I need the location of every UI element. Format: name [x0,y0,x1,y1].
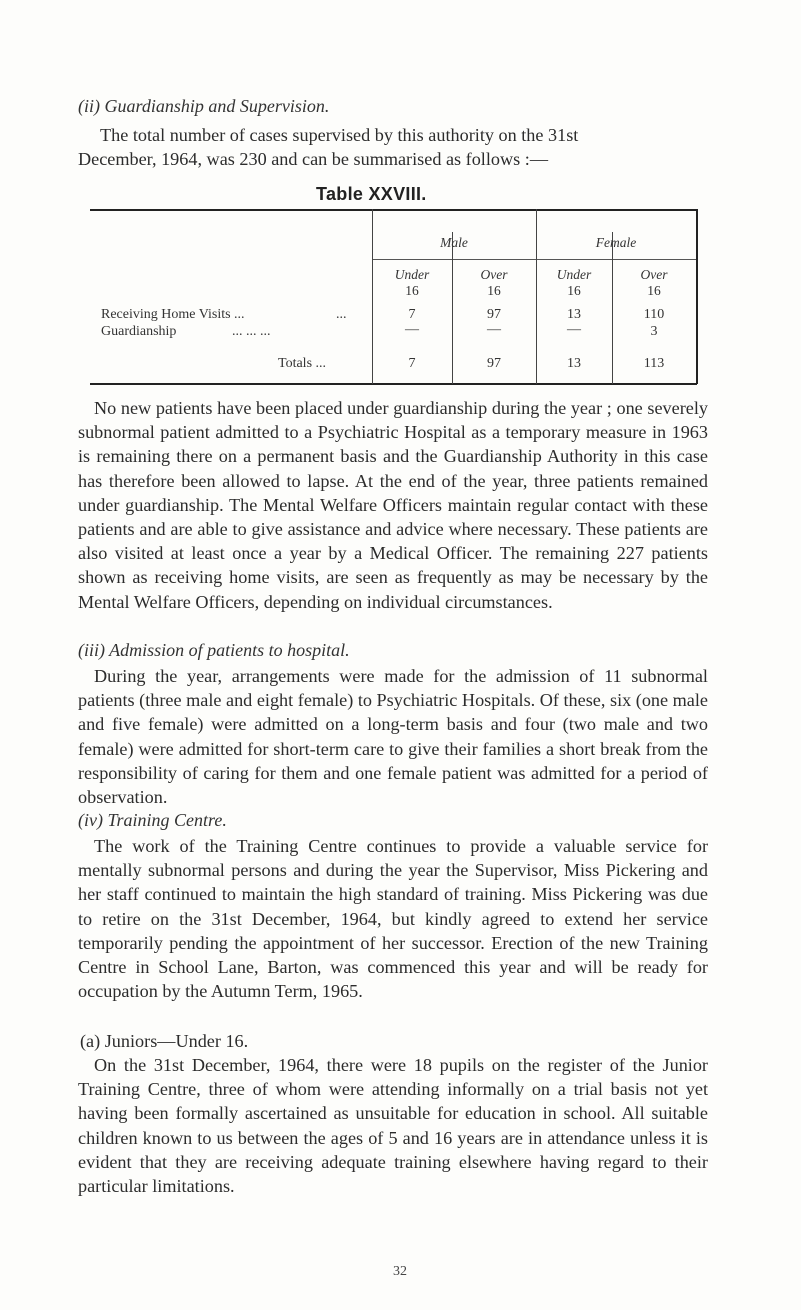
table-cell: 3 [650,324,658,339]
row-dots: ... ... ... [232,324,271,339]
section-iv-paragraph: The work of the Training Centre continues to provide a valuable service for mentally subnormal persons and during the year the Supervisor, Miss Pickering and her staff continued to maintain the high standard of training. Miss Pickering was due to retire on the 31st December, 1964, but kindly agreed to extend her service temporarily pending the appointment of her successor. Erection of the new Training Centre in School Lane, Barton, was commenced this year and will be ready for occupation by the Autumn Term, 1965. [78,836,708,1002]
totals-cell: 113 [643,356,665,371]
intro-line-2: December, 1964, was 230 and can be summarised as follows :— [78,149,549,169]
section-iii-heading: (iii) Admission of patients to hospital. [78,640,350,660]
summary-table [0,0,801,400]
col-header-line: 16 [567,283,581,298]
table-right-rule [696,209,698,384]
col-header-male-under [372,267,452,299]
juniors-paragraph: On the 31st December, 1964, there were 18 pupils on the register of the Junior Training Centre, three of whom were attending informally on a trial basis not yet having been formally ascertained as unsuitable for education in school. All suitable children known to us between the ages of 5 and 16 years are in attendance unless it is evident that they are receiving adequate training elsewhere having regard to their particular limitations. [78,1055,708,1197]
totals-cell: 13 [567,356,581,371]
totals-cell: 97 [487,356,501,371]
intro-line-1: The total number of cases supervised by this authority on the 31st [100,125,579,145]
col-header-male-over [452,267,536,299]
table-top-rule [90,209,697,211]
group-female: Female [595,235,637,250]
table-cell: — [405,322,419,337]
col-header-line: Over [480,267,508,282]
col-header-line: 16 [487,283,501,298]
totals-cell: 7 [408,356,416,371]
row-dots: ... [336,307,347,322]
row-label-home-visits: Receiving Home Visits ... [101,307,245,322]
col-header-line: Under [394,267,430,282]
col-header-line: 16 [647,283,661,298]
table-bottom-rule [90,383,697,385]
section-ii-heading: (ii) Guardianship and Supervision. [78,96,330,116]
col-header-line: Under [556,267,592,282]
col-header-female-over [612,267,696,299]
table-cell: 7 [408,307,416,322]
table-cell: — [487,322,501,337]
col-header-line: Over [640,267,668,282]
col-header-line: 16 [405,283,419,298]
section-iv-heading: (iv) Training Centre. [78,810,227,830]
table-cell: — [567,322,581,337]
group-male: Male [440,235,468,250]
guardianship-paragraph: No new patients have been placed under guardianship during the year ; one severely subnormal patient admitted to a Psychiatric Hospital as a temporary measure in 1963 is remaining there on a permanent basis and the Guardianship Authority in this case has therefore been allowed to lapse. At the end of the year, three patients remained under guardianship. The Mental Welfare Officers maintain regular contact with these patients and are able to give assistance and advice where necessary. These patients are also visited at least once a year by a Medical Officer. The remaining 227 patients shown as receiving home visits, are seen as frequently as may be necessary by the Mental Welfare Officers, depending on individual circumstances. [78,398,708,612]
table-cell: 97 [487,307,501,322]
row-label-guardianship: Guardianship [101,324,177,339]
page-number: 32 [393,1264,407,1279]
table-cell: 110 [643,307,665,322]
header-rule [372,259,697,260]
table-title: Table XXVIII. [316,184,427,204]
col-header-female-under [536,267,612,299]
table-cell: 13 [567,307,581,322]
juniors-heading: (a) Juniors—Under 16. [80,1031,249,1051]
section-iii-paragraph: During the year, arrangements were made for the admission of 11 subnormal patients (three male and eight female) to Psychiatric Hospitals. Of these, six (one male and five female) were admitted on a long-term basis and four (two male and two female) were admitted for short-term care to give their families a short break from the responsibility of caring for them and one female patient was admitted for a period of observation. [78,666,708,808]
totals-label: Totals ... [278,356,327,371]
